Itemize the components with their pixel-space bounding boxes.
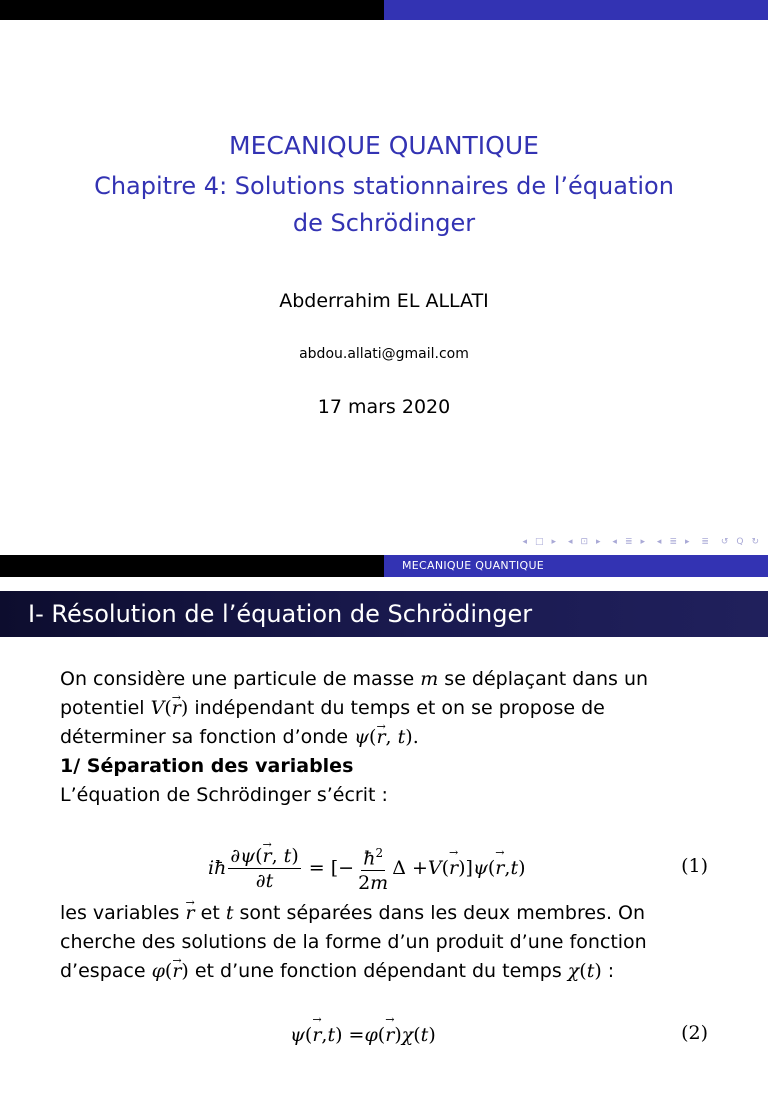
author-name: Abderrahim EL ALLATI: [279, 290, 489, 312]
intro-paragraph: On considère une particule de masse m se déplaçant dans un potentiel V(→ r) indépendant du temps et on se propose de déterminer sa fonction d’onde ψ(→ r, t).: [60, 665, 710, 752]
slide-body: [60, 665, 710, 810]
presentation-subtitle: [60, 168, 708, 242]
mass-symbol: m: [420, 668, 439, 690]
equation-1: [0, 838, 768, 898]
schrodinger-intro: L’équation de Schrödinger s’écrit :: [60, 784, 388, 806]
nav-next-section-icon[interactable]: ▸: [640, 537, 647, 547]
nav-section-icon[interactable]: ≣: [624, 537, 634, 547]
nav-prev-section-icon[interactable]: ◂: [612, 537, 618, 547]
nav-prev-frame-icon[interactable]: ◂: [522, 537, 529, 547]
equation-1-body: iħ $\frac{\partial\psi(\to r, t)}{\partial t}$ = [− $\frac{ħ^2}{2m}$ Δ + V ( → r )] ψ ( → r , t ): [208, 838, 526, 898]
nav-next-frame-icon[interactable]: ▸: [551, 537, 558, 547]
nav-prev-doc-icon[interactable]: ◂: [656, 537, 663, 547]
author-email: abdou.allati@gmail.com: [299, 346, 469, 362]
nav-search-icon[interactable]: Q: [736, 537, 745, 547]
top-bar-right: [384, 0, 768, 20]
nav-back-icon[interactable]: ↺: [720, 537, 730, 547]
header-bar-title: MECANIQUE QUANTIQUE: [384, 555, 768, 577]
title-slide: [0, 0, 768, 552]
equation-2-body: ψ ( → r , t ) = φ ( → r ) χ ( t ): [290, 1005, 436, 1065]
separation-paragraph: les variables → r et t sont séparées dans les deux membres. On cherche des solutions de la forme d’un produit d’une fonction d’espace φ(→ r) et d’une fonction dépendant du temps χ(t) :: [60, 899, 710, 986]
presentation-date: 17 mars 2020: [317, 396, 451, 418]
equation-1-number: (1): [681, 855, 708, 877]
nav-prev-subsection-icon[interactable]: ◂: [567, 537, 574, 547]
header-bar-left: [0, 555, 384, 577]
nav-subsection-icon[interactable]: ⊡: [580, 537, 590, 547]
subsection-heading: 1/ Séparation des variables: [60, 755, 354, 777]
nav-doc-icon[interactable]: ≣: [669, 537, 678, 547]
top-bar-left: [0, 0, 384, 20]
frame-title: I- Résolution de l’équation de Schrödinger: [0, 591, 768, 637]
nav-next-subsection-icon[interactable]: ▸: [596, 537, 602, 547]
equation-2: [0, 1005, 768, 1065]
content-slide: [0, 555, 768, 1107]
subtitle-line-1: Chapitre 4: Solutions stationnaires de l’équation: [94, 172, 674, 200]
nav-forward-icon[interactable]: ↻: [751, 537, 760, 547]
nav-next-doc-icon[interactable]: ▸: [684, 537, 691, 547]
presentation-title: MECANIQUE QUANTIQUE: [229, 131, 539, 160]
subtitle-line-2: de Schrödinger: [292, 209, 476, 237]
nav-frame-icon[interactable]: □: [535, 537, 545, 547]
beamer-navigation-bar: [515, 537, 760, 547]
equation-2-number: (2): [681, 1022, 708, 1044]
nav-appendix-icon[interactable]: ≣: [701, 537, 710, 547]
